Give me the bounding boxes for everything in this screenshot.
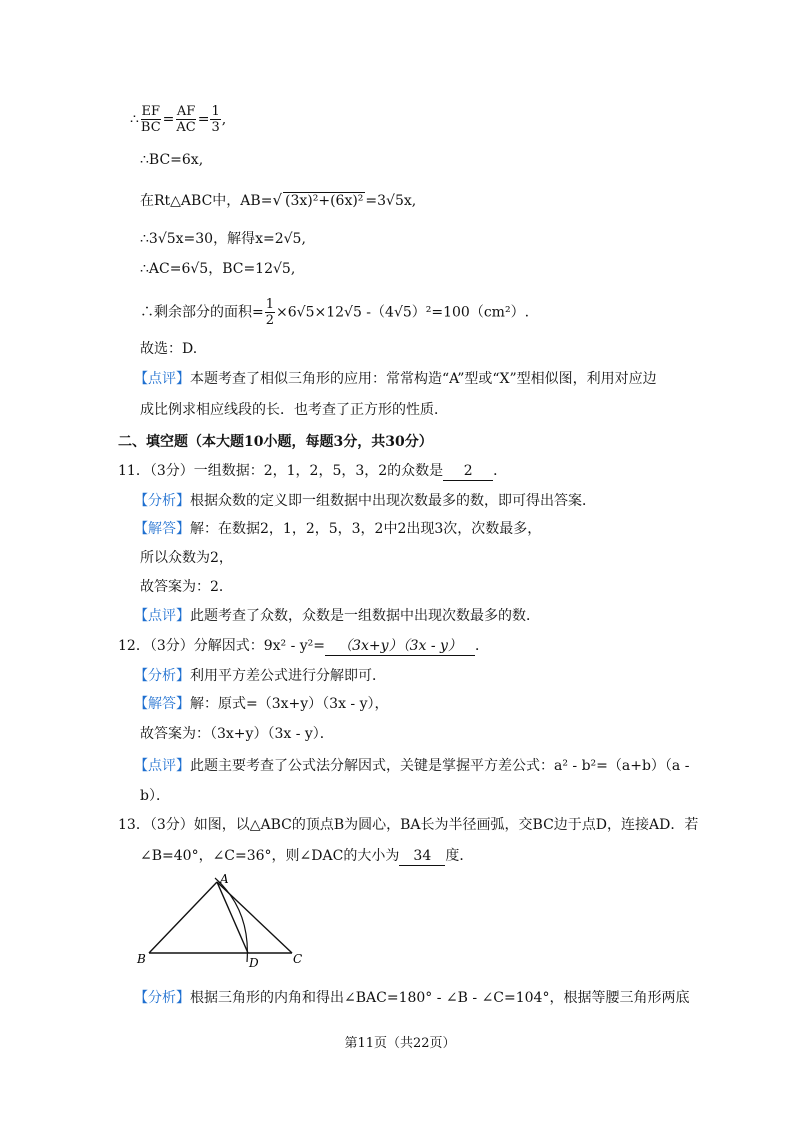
line-ratio: ∴ $\frac{EF}{BC}$ = $\frac{AF}{AC}$ = $\frac{1}{3}$ , [130,104,227,135]
question-12: 12．（3分）分解因式：9x² - y²= （3x+y）（3x - y） ． [118,638,490,654]
q12-comment-cont: b）． [140,788,170,804]
comment-1-cont: 成比例求相应线段的长．也考查了正方形的性质． [140,402,448,418]
fraction-one-third: $\frac{1}{3}$ [211,104,220,135]
q11-answer: 故答案为：2． [140,579,233,595]
section-heading: 二、填空题（本大题10小题，每题3分，共30分） [118,434,433,450]
line-bc: ∴BC=6x, [140,152,204,168]
line-pythagoras: 在Rt△ABC中，AB=√ (3x)²+(6x)² =3√5x, [140,191,417,209]
q12-solution: 【解答】解：原式=（3x+y）（3x - y）， [134,696,389,712]
line-area: ∴剩余部分的面积= $\frac{1}{2}$ ×6√5×12√5 -（4√5）²=100（cm²）. [140,297,530,328]
q12-comment: 【点评】此题主要考查了公式法分解因式，关键是掌握平方差公式：a² - b²=（a+b）（a - [134,758,690,774]
comment-1: 【点评】本题考查了相似三角形的应用：常常构造“A”型或“X”型相似图，利用对应边 [134,371,657,387]
segment-ad [217,882,248,953]
answer-blank: 2 [443,462,493,481]
page-footer: 第11页（共22页） [344,1036,456,1051]
line-ac-bc: ∴AC=6√5，BC=12√5, [140,261,296,277]
q11-analysis: 【分析】根据众数的定义即一组数据中出现次数最多的数，即可得出答案． [134,493,596,509]
arc [215,878,247,962]
line-choice: 故选：D. [140,341,198,357]
q11-solution: 【解答】解：在数据2，1，2，5，3，2中2出现3次，次数最多， [134,521,542,537]
q13-analysis: 【分析】根据三角形的内角和得出∠BAC=180° - ∠B - ∠C=104°，根据等腰三角形两底 [134,990,690,1006]
q12-answer: 故答案为：（3x+y）（3x - y）． [140,726,334,742]
question-11: 11．（3分）一组数据：2，1，2，5，3，2的众数是 2 ． [118,463,508,479]
q11-comment: 【点评】此题考查了众数，众数是一组数据中出现次数最多的数． [134,608,540,624]
line-solve-x: ∴3√5x=30，解得x=2√5, [140,231,306,247]
label-c: C [293,952,303,966]
fraction-half: $\frac{1}{2}$ [265,297,275,328]
fraction-ef-bc: $\frac{EF}{BC}$ [140,104,161,135]
triangle-figure [135,870,315,970]
question-13: 13．（3分）如图，以△ABC的顶点B为圆心，BA长为半径画弧，交BC边于点D，连接AD．若 [118,817,699,833]
answer-blank: 34 [399,847,445,866]
side-ba [149,882,217,953]
fraction-af-ac: $\frac{AF}{AC}$ [176,104,196,135]
label-a: A [220,872,229,886]
question-13-b: ∠B=40°，∠C=36°，则∠DAC的大小为 34 度． [140,848,474,864]
q12-analysis: 【分析】利用平方差公式进行分解即可． [134,668,386,684]
label-d: D [249,956,259,970]
comment-tag: 【点评】 [134,371,190,387]
label-b: B [137,952,146,966]
answer-blank: （3x+y）（3x - y） [325,637,475,656]
q11-line: 所以众数为2， [140,550,233,566]
